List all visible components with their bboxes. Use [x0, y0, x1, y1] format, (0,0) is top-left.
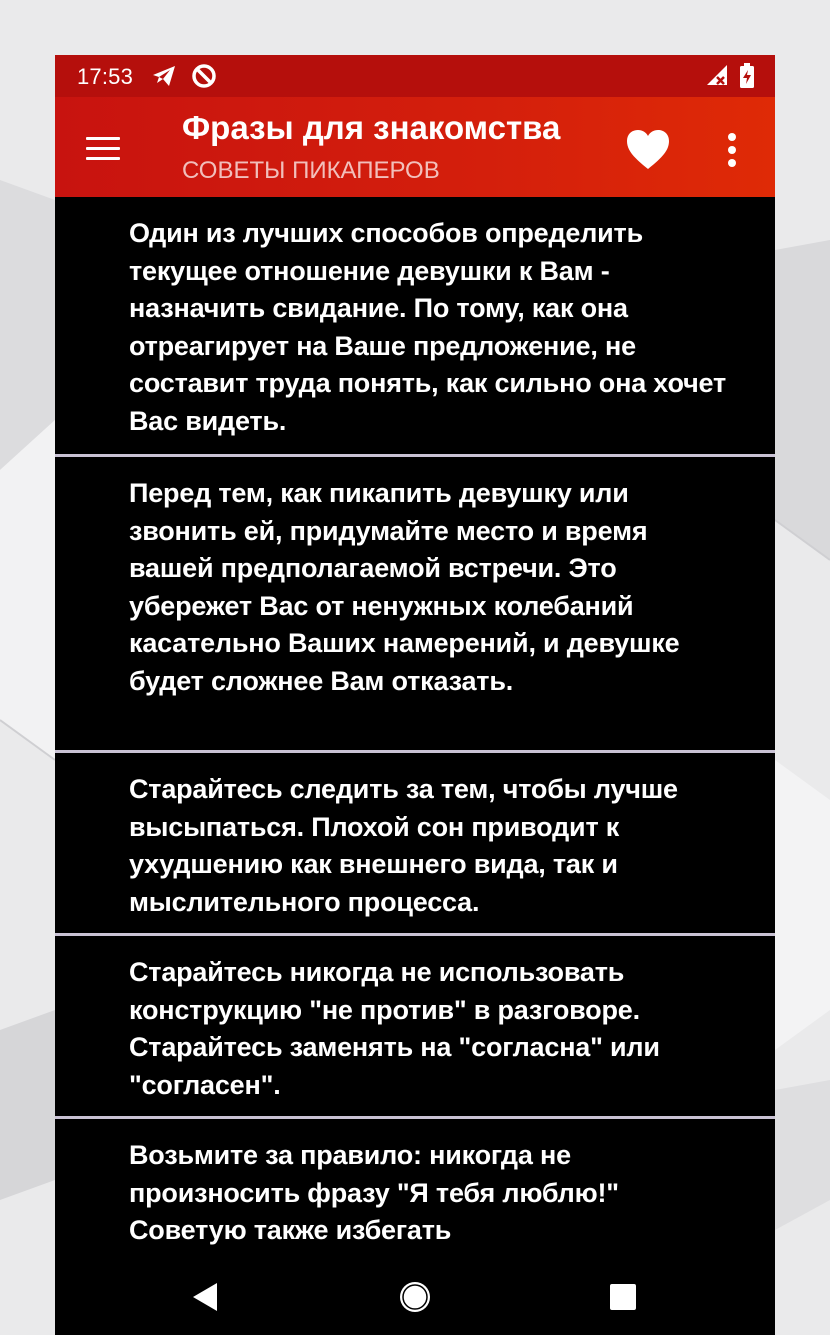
list-item[interactable]	[55, 936, 775, 1116]
tip-text: Старайтесь следить за тем, чтобы лучше высыпаться. Плохой сон приводит к ухудшению как внешнего вида, так и мыслительного процесса.	[129, 774, 678, 917]
status-time: 17:53	[77, 64, 134, 89]
list-item[interactable]	[55, 753, 775, 933]
home-icon[interactable]	[395, 1277, 435, 1317]
app-bar	[55, 97, 775, 197]
tip-text: Старайтесь никогда не использовать конструкцию "не против" в разговоре. Старайтесь заменять на "согласна" или "согласен".	[129, 957, 660, 1100]
telegram-icon	[151, 63, 177, 94]
app-title: Фразы для знакомства	[182, 109, 561, 146]
list-item[interactable]	[55, 197, 775, 453]
list-item[interactable]	[55, 1119, 775, 1259]
navigation-bar	[55, 1259, 775, 1335]
heart-icon[interactable]	[625, 129, 671, 171]
tip-text: Один из лучших способов определить текущее отношение девушки к Вам - назначить свидание. По тому, как она отреагирует на Ваше предложение, не составит труда понять, как сильно она хочет Вас видеть.	[129, 218, 727, 436]
do-not-disturb-icon	[191, 63, 217, 94]
tip-text: Возьмите за правило: никогда не произносить фразу "Я тебя люблю!" Советую также избегать	[129, 1140, 619, 1245]
tip-text: Перед тем, как пикапить девушку или звонить ей, придумайте место и время вашей предполагаемой встречи. Это убережет Вас от ненужных колебаний касательно Ваших намерений, и девушке будет сложнее Вам отказать.	[129, 478, 680, 696]
status-bar	[55, 55, 775, 97]
recents-icon[interactable]	[603, 1277, 643, 1317]
hamburger-menu-icon[interactable]	[79, 127, 123, 171]
app-subtitle: СОВЕТЫ ПИКАПЕРОВ	[182, 157, 440, 184]
back-icon[interactable]	[185, 1277, 225, 1317]
battery-icon	[739, 63, 755, 94]
signal-icon	[705, 63, 731, 94]
list-item[interactable]	[55, 457, 775, 750]
more-vert-icon[interactable]	[720, 127, 744, 173]
phone-screen	[55, 55, 775, 1335]
